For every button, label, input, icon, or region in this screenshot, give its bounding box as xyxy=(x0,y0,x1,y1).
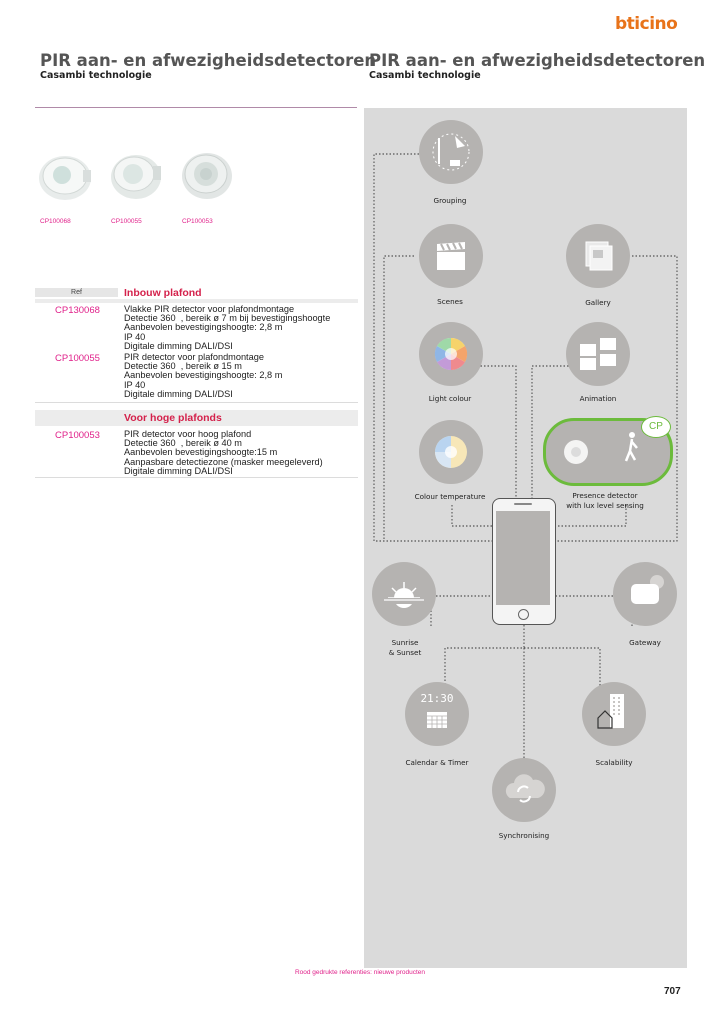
color-wheel-icon xyxy=(419,322,483,386)
product-code-1: CP100068 xyxy=(40,218,71,225)
left-page-subtitle: Casambi technologie xyxy=(40,70,152,81)
section-band xyxy=(35,299,358,303)
product-code-3: CP100053 xyxy=(182,218,213,225)
calendar-label: Calendar & Timer xyxy=(405,758,469,767)
section-title-hoge-plafonds: Voor hoge plafonds xyxy=(124,412,222,424)
row-divider xyxy=(35,402,358,403)
footer-note: Rood gedrukte referenties: nieuwe producten xyxy=(294,969,426,976)
header-divider xyxy=(35,107,357,108)
product-code-2: CP100055 xyxy=(111,218,142,225)
presence-detector-label-2: with lux level sensing xyxy=(566,501,644,510)
product-image-cp100068 xyxy=(36,152,94,204)
cp-badge: CP xyxy=(641,416,671,438)
right-page-title: PIR aan- en afwezigheidsdetectoren xyxy=(369,51,706,70)
product-image-cp100053 xyxy=(178,149,236,201)
gateway-icon xyxy=(613,562,677,626)
scalability-label: Scalability xyxy=(595,758,633,767)
sunrise-label-2: & Sunset xyxy=(388,648,422,657)
scenes-label: Scenes xyxy=(437,297,463,306)
phone-speaker xyxy=(514,503,532,505)
ref-code: CP100053 xyxy=(55,430,100,441)
bticino-logo: bticino xyxy=(615,14,678,34)
product-image-cp100055 xyxy=(107,150,165,202)
section-title-inbouw: Inbouw plafond xyxy=(124,287,202,299)
grouping-label: Grouping xyxy=(433,196,467,205)
calendar-icon xyxy=(405,682,469,746)
ref-description: PIR detector voor plafondmontage Detectie 360 , bereik ø 15 m Aanbevolen bevestigingshoogte: 2,8 m IP 40 Digitale dimming DALI/DSI xyxy=(124,352,283,399)
ref-description: Vlakke PIR detector voor plafondmontage Detectie 360 , bereik ø 7 m bij bevestigingshoogte Aanbevolen bevestigingshoogte: 2,8 m IP 40 Digitale dimming DALI/DSI xyxy=(124,304,331,351)
gallery-label: Gallery xyxy=(585,298,611,307)
sunrise-icon xyxy=(372,562,436,626)
right-page-subtitle: Casambi technologie xyxy=(369,70,481,81)
ref-description: PIR detector voor hoog plafond Detectie 360 , bereik ø 40 m Aanbevolen bevestigingshoogte:15 m Aanpasbare detectiezone (masker meegeleverd) Digitale dimming DALI/DSI xyxy=(124,429,323,476)
colour-temperature-icon xyxy=(419,420,483,484)
sunrise-label: Sunrise xyxy=(391,638,419,647)
light-colour-label: Light colour xyxy=(428,394,472,403)
ref-column-header: Ref xyxy=(35,288,118,297)
row-divider xyxy=(35,477,358,478)
colour-temperature-label: Colour temperature xyxy=(414,492,486,501)
phone-home-button xyxy=(518,609,529,620)
clapperboard-icon xyxy=(419,224,483,288)
smartphone-icon xyxy=(492,498,556,625)
gallery-icon xyxy=(566,224,630,288)
clock-readout: 21:30 xyxy=(420,692,454,705)
animation-icon xyxy=(566,322,630,386)
animation-label: Animation xyxy=(579,394,617,403)
gateway-label: Gateway xyxy=(629,638,661,647)
phone-screen xyxy=(496,511,550,605)
left-page-title: PIR aan- en afwezigheidsdetectoren xyxy=(40,51,377,70)
ref-code: CP130068 xyxy=(55,305,100,316)
presence-detector-label: Presence detector xyxy=(572,491,638,500)
sync-cloud-icon xyxy=(492,758,556,822)
page-number: 707 xyxy=(664,986,681,997)
ref-code: CP100055 xyxy=(55,353,100,364)
scalability-icon xyxy=(582,682,646,746)
synchronising-label: Synchronising xyxy=(498,831,550,840)
grouping-icon xyxy=(419,120,483,184)
